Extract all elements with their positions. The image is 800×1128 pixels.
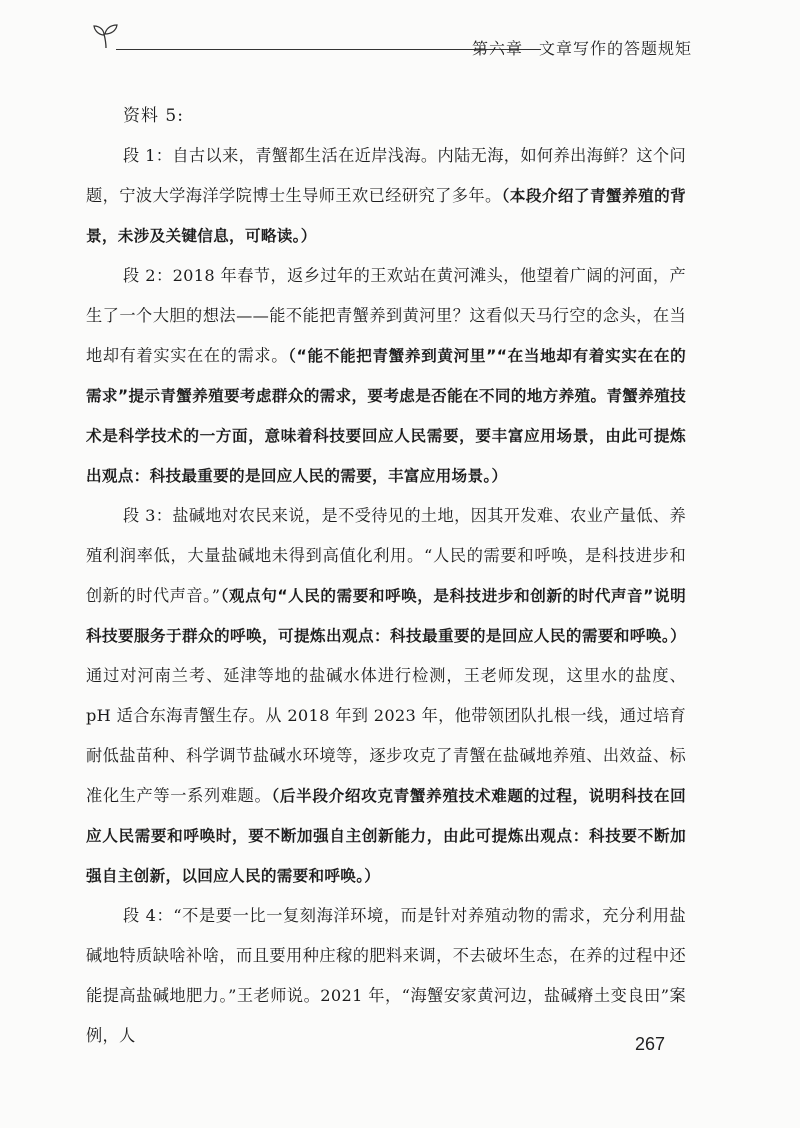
paragraph-3 [86, 496, 686, 896]
material-label: 资料 5: [123, 106, 184, 126]
paragraph-text-continued: 通过对河南兰考、延津等地的盐碱水体进行检测，王老师发现，这里水的盐度、pH 适合东海青蟹生存。从 2018 年到 2023 年，他带领团队扎根一线，通过培育耐低盐苗种、科学调节盐碱水环境等，逐步攻克了青蟹在盐碱地养殖、出效益、标准化生产等一系列难题。 [86, 666, 686, 805]
annotation: （本段介绍了青蟹养殖的背景，未涉及关键信息，可略读。） [86, 187, 686, 245]
page-body [86, 96, 686, 1056]
paragraph-text: 段 3：盐碱地对农民来说，是不受待见的土地，因其开发难、农业产量低、养殖利润率低，大量盐碱地未得到高值化利用。“人民的需要和呼唤，是科技进步和创新的时代声音。” [86, 506, 686, 605]
chapter-title: 文章写作的答题规矩 [538, 39, 692, 58]
sprout-icon [92, 22, 120, 50]
chapter-number: 第六章 [471, 39, 523, 58]
page-number: 267 [635, 1034, 666, 1054]
annotation: （观点句“人民的需要和呼唤，是科技进步和创新的时代声音”说明科技要服务于群众的呼唤，可提炼出观点：科技最重要的是回应人民的需要和呼唤。） [86, 587, 687, 645]
paragraph-1 [86, 136, 686, 256]
paragraph-2 [86, 256, 686, 496]
paragraph-text: 段 2：2018 年春节，返乡过年的王欢站在黄河滩头，他望着广阔的河面，产生了一个大胆的想法——能不能把青蟹养到黄河里？这看似天马行空的念头，在当地却有着实实在在的需求。 [86, 266, 686, 365]
paragraph-text: 段 4：“不是要一比一复刻海洋环境，而是针对养殖动物的需求，充分利用盐碱地特质缺啥补啥，而且要用种庄稼的肥料来调，不去破坏生态，在养的过程中还能提高盐碱地肥力。”王老师说。2021 年，“海蟹安家黄河边，盐碱瘠土变良田”案例，人 [86, 906, 686, 1045]
running-header [92, 22, 692, 62]
paragraph-text: 段 1：自古以来，青蟹都生活在近岸浅海。内陆无海，如何养出海鲜？这个问题，宁波大学海洋学院博士生导师王欢已经研究了多年。 [86, 146, 686, 205]
header-title [472, 36, 692, 59]
paragraph-4 [86, 896, 686, 1056]
annotation-2: （后半段介绍攻克青蟹养殖技术难题的过程，说明科技在回应人民需要和呼唤时，要不断加强自主创新能力，由此可提炼出观点：科技要不断加强自主创新，以回应人民的需要和呼唤。） [86, 787, 686, 885]
annotation: （“能不能把青蟹养到黄河里”“在当地却有着实实在在的需求”提示青蟹养殖要考虑群众的需求，要考虑是否能在不同的地方养殖。青蟹养殖技术是科学技术的一方面，意味着科技要回应人民需要，要丰富应用场景，由此可提炼出观点：科技最重要的是回应人民的需要，丰富应用场景。） [86, 347, 686, 485]
